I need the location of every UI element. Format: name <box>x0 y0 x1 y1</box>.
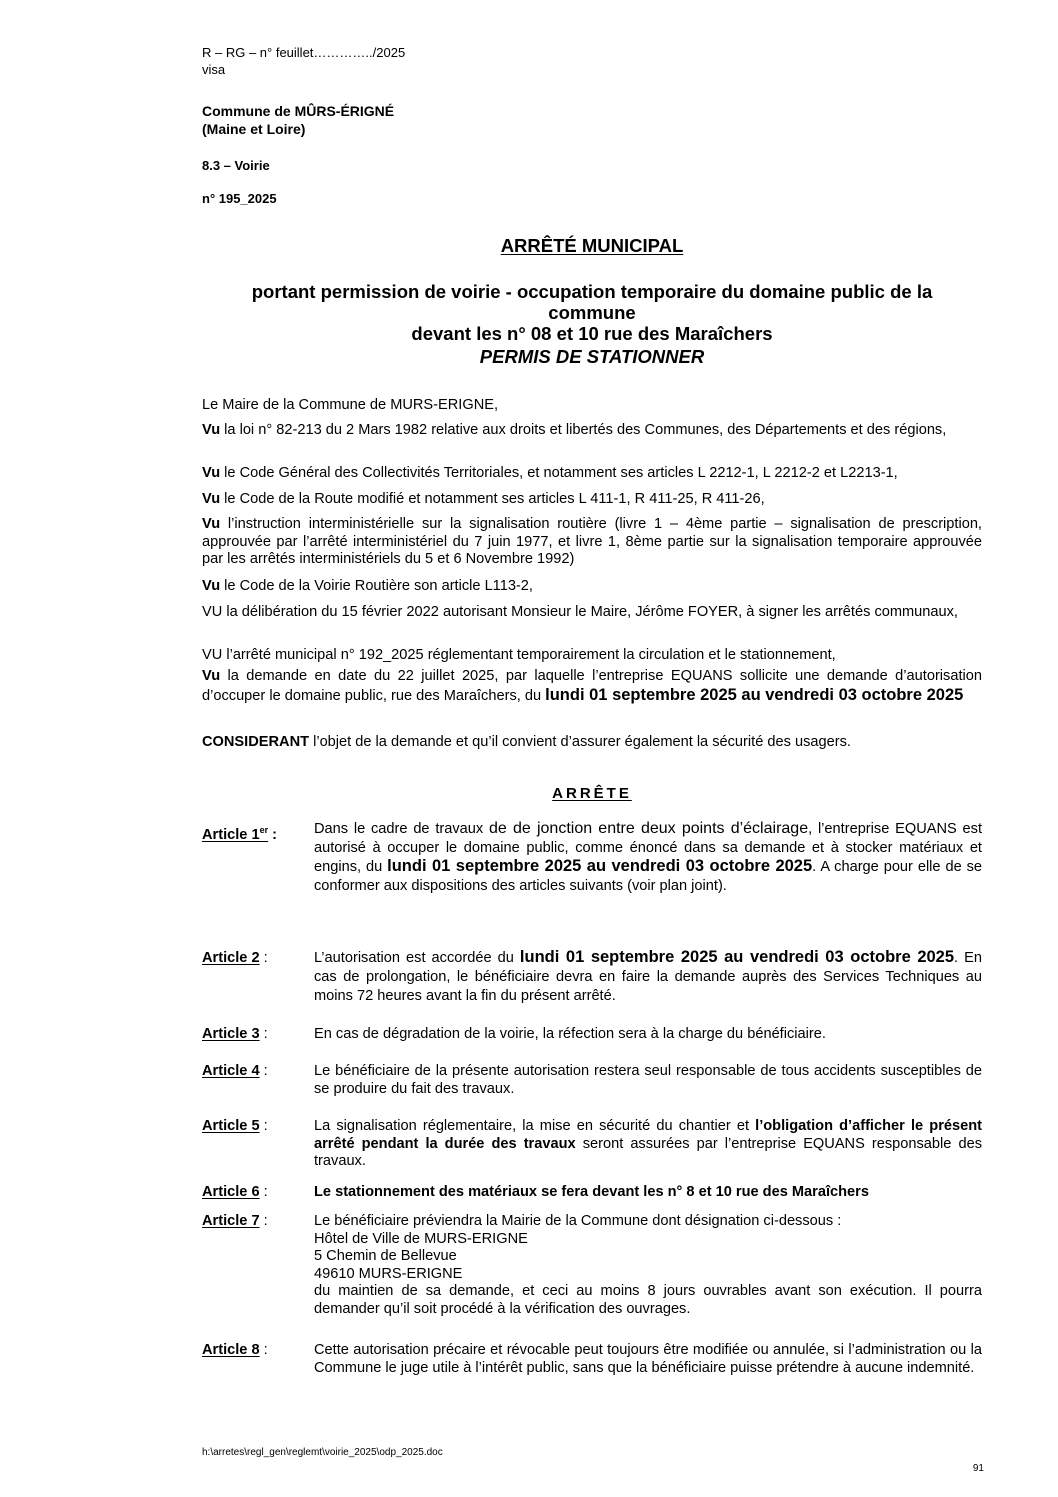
commune-name: Commune de MÛRS-ÉRIGNÉ <box>202 103 395 119</box>
preamble-vu-3: Vu le Code de la Route modifié et notamment ses articles L 411-1, R 411-25, R 411-26, <box>202 491 765 507</box>
page-title: ARRÊTÉ MUNICIPAL <box>500 235 684 256</box>
category-label: 8.3 – Voirie <box>202 158 270 173</box>
article-8-text: Cette autorisation précaire et révocable peut toujours être modifiée ou annulée, si l’administration ou la Commune le juge utile à l’intérêt public, sans que la bénéficiaire puisse prétendre à aucune indemnité. <box>314 1342 982 1376</box>
article-3-text: En cas de dégradation de la voirie, la réfection sera à la charge du bénéficiaire. <box>314 1026 826 1042</box>
article-5-label: Article 5 : <box>202 1118 268 1134</box>
preamble-vu-4: Vu l’instruction interministérielle sur la signalisation routière (livre 1 – 4ème partie – signalisation de prescription, approuvée par l’arrêté interministériel du 7 juin 1977, et livre 1, 8ème partie sur la signalisation temporaire approuvée par les arrêtés interministériels du 5 et 6 Novembre 1992) <box>202 516 982 567</box>
article-7-line-1: Le bénéficiaire préviendra la Mairie de la Commune dont désignation ci-dessous : <box>314 1213 842 1229</box>
article-7-line-5: du maintien de sa demande, et ceci au moins 8 jours ouvrables avant son exécution. Il pourra demander qu’il soit procédé à la vérification des ouvrages. <box>314 1283 982 1317</box>
page-number: 91 <box>972 1463 984 1474</box>
reference-line: R – RG – n° feuillet…………../2025 <box>202 45 406 60</box>
preamble-vu-6: VU la délibération du 15 février 2022 autorisant Monsieur le Maire, Jérôme FOYER, à signer les arrêtés communaux, <box>202 604 958 620</box>
article-7-label: Article 7 : <box>202 1213 268 1229</box>
preamble-intro: Le Maire de la Commune de MURS-ERIGNE, <box>202 397 499 413</box>
preamble-vu-2: Vu le Code Général des Collectivités Territoriales, et notamment ses articles L 2212-1, L 2212-2 et L2213-1, <box>202 465 898 481</box>
article-6-label: Article 6 : <box>202 1184 268 1200</box>
visa-label: visa <box>202 62 226 77</box>
subtitle-line-1: portant permission de voirie - occupation temporaire du domaine public de la <box>251 281 933 302</box>
subtitle <box>192 281 992 367</box>
article-4-text: Le bénéficiaire de la présente autorisation restera seul responsable de tous accidents susceptibles de se produire du fait des travaux. <box>314 1063 982 1097</box>
article-4-label: Article 4 : <box>202 1063 268 1079</box>
article-1-text: Dans le cadre de travaux de de jonction entre deux points d’éclairage, l’entreprise EQUANS est autorisé à occuper le domaine public, comme énoncé dans sa demande et à stocker matériaux et engins, du lundi 01 septembre 2025 au vendredi 03 octobre 2025. A charge pour elle de se conformer aux dispositions des articles suivants (voir plan joint). <box>314 820 983 894</box>
article-7-line-2: Hôtel de Ville de MURS-ERIGNE <box>314 1230 528 1247</box>
preamble-considerant: CONSIDERANT l’objet de la demande et qu’il convient d’assurer également la sécurité des usagers. <box>202 734 851 750</box>
article-2-label: Article 2 : <box>202 950 268 966</box>
article-7-text <box>314 1213 982 1318</box>
article-6-text: Le stationnement des matériaux se fera devant les n° 8 et 10 rue des Maraîchers <box>314 1184 869 1200</box>
article-3-label: Article 3 : <box>202 1026 268 1042</box>
arrete-number: n° 195_2025 <box>202 191 277 206</box>
subtitle-permit: PERMIS DE STATIONNER <box>479 346 705 367</box>
article-2-text: L’autorisation est accordée du lundi 01 septembre 2025 au vendredi 03 octobre 2025. En cas de prolongation, le bénéficiaire devra en faire la demande auprès des Services Techniques au moins 72 heures avant la fin du présent arrêté. <box>314 948 982 1004</box>
footer-file-path: h:\arretes\regl_gen\reglemt\voirie_2025\odp_2025.doc <box>202 1447 443 1458</box>
commune-department: (Maine et Loire) <box>202 121 306 137</box>
article-1-label: Article 1er : <box>202 825 278 843</box>
subtitle-line-3: devant les n° 08 et 10 rue des Maraîchers <box>411 323 773 344</box>
decision-heading: ARRÊTE <box>552 785 632 802</box>
article-7-line-4: 49610 MURS-ERIGNE <box>314 1265 463 1282</box>
preamble-vu-5: Vu le Code de la Voirie Routière son article L113-2, <box>202 578 533 594</box>
article-8-label: Article 8 : <box>202 1342 268 1358</box>
preamble-vu-7: VU l’arrêté municipal n° 192_2025 réglementant temporairement la circulation et le stationnement, <box>202 647 836 663</box>
preamble-vu-1: Vu la loi n° 82-213 du 2 Mars 1982 relative aux droits et libertés des Communes, des Départements et des régions, <box>202 422 947 438</box>
subtitle-line-2: commune <box>548 302 636 323</box>
preamble-vu-8: Vu la demande en date du 22 juillet 2025, par laquelle l’entreprise EQUANS sollicite une demande d’autorisation d’occuper le domaine public, rue des Maraîchers, du lundi 01 septembre 2025 au vendredi 03 octobre 2025 <box>202 668 982 704</box>
article-5-text: La signalisation réglementaire, la mise en sécurité du chantier et l’obligation d’afficher le présent arrêté pendant la durée des travaux seront assurées par l’entreprise EQUANS responsable des travaux. <box>314 1118 982 1169</box>
article-7-line-3: 5 Chemin de Bellevue <box>314 1248 457 1264</box>
